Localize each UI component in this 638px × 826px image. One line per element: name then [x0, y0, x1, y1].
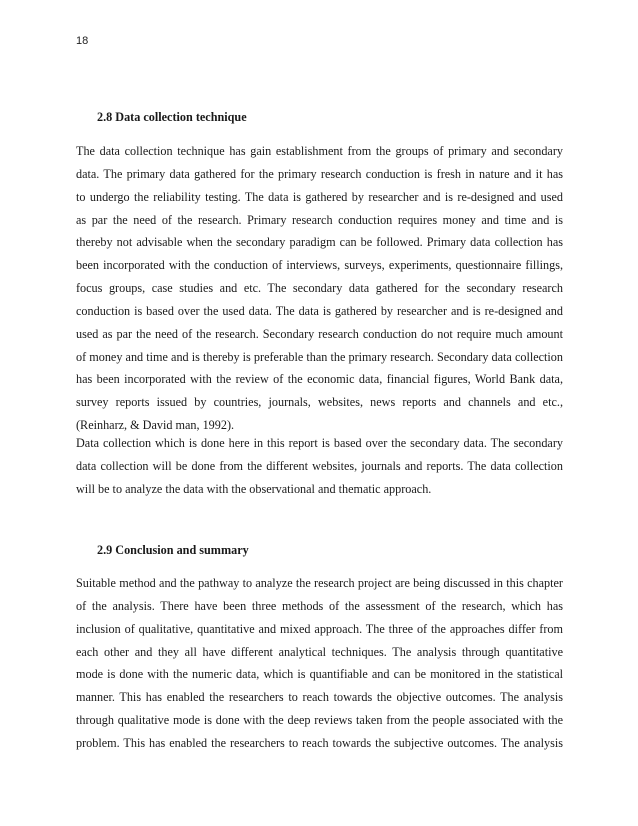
paragraph-line: (Reinharz, & David man, 1992).: [76, 418, 235, 433]
paragraph-data-collection-report: [76, 432, 563, 501]
paragraph-line: problem. This has enabled the researchers to reach towards the subjective outcomes. The analysis: [76, 735, 563, 750]
paragraph-line: Data collection which is done here in this report is based over the secondary data. The secondary: [76, 436, 563, 450]
paragraph-line: of money and time and is thereby is preferable than the primary research. Secondary data collection: [76, 349, 563, 364]
paragraph-line: The data collection technique has gain establishment from the groups of primary and secondary: [76, 144, 563, 158]
paragraph-line: data collection will be done from the different websites, journals and reports. The data collection: [76, 458, 563, 473]
paragraph-line: inclusion of qualitative, quantitative and mixed approach. The three of the approaches differ from: [76, 621, 563, 636]
paragraph-line: each other and they all have different analytical techniques. The analysis through quantitative: [76, 644, 563, 659]
paragraph-conclusion-summary: [76, 572, 563, 755]
paragraph-line: manner. This has enabled the researchers to reach towards the objective outcomes. The analysis: [76, 690, 563, 705]
paragraph-line: focus groups, case studies and etc. The secondary data gathered for the secondary research: [76, 281, 563, 296]
paragraph-line: has been incorporated with the review of the economic data, financial figures, World Bank data,: [76, 372, 563, 387]
paragraph-data-collection-technique: [76, 140, 563, 437]
paragraph-line: conduction is based over the used data. The data is gathered by researcher and is re-designed and: [76, 303, 563, 318]
paragraph-line: mode is done with the numeric data, which is quantifiable and can be monitored in the statistical: [76, 667, 563, 682]
paragraph-line: will be to analyze the data with the observational and thematic approach.: [76, 481, 432, 496]
paragraph-line: Suitable method and the pathway to analyze the research project are being discussed in this chapter: [76, 576, 563, 590]
paragraph-line: to undergo the reliability testing. The data is gathered by researcher and is re-designed and used: [76, 189, 563, 204]
section-heading-2-8: 2.8 Data collection technique: [97, 110, 247, 124]
paragraph-line: been incorporated with the conduction of interviews, surveys, experiments, questionnaire fillings,: [76, 258, 563, 273]
paragraph-line: of the analysis. There have been three methods of the assessment of the research, which has: [76, 598, 563, 613]
paragraph-line: as par the need of the research. Primary research conduction requires money and time and is: [76, 212, 563, 227]
section-heading-2-9: 2.9 Conclusion and summary: [97, 543, 249, 557]
paragraph-line: used as par the need of the research. Secondary research conduction do not require much amount: [76, 326, 563, 341]
paragraph-line: survey reports issued by countries, journals, websites, news reports and channels and etc.,: [76, 395, 563, 410]
paragraph-line: data. The primary data gathered for the primary research conduction is fresh in nature and it has: [76, 166, 563, 181]
page-number: 18: [76, 35, 89, 47]
paragraph-line: thereby not advisable when the secondary paradigm can be followed. Primary data collection has: [76, 235, 563, 250]
paragraph-line: through qualitative mode is done with the deep reviews taken from the people associated with the: [76, 713, 563, 728]
